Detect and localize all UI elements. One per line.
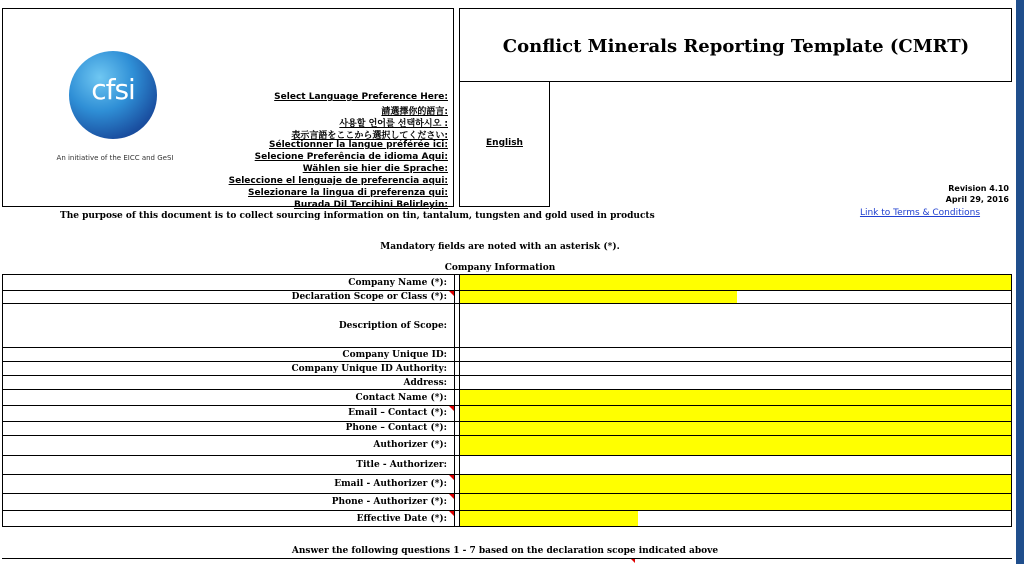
declaration-scope-select[interactable] [460,291,737,303]
cfsi-logo [69,51,157,139]
contact-name-input[interactable] [460,390,1011,405]
revision-date: April 29, 2016 [945,195,1009,204]
unique-id-authority-label: Company Unique ID Authority: [291,364,447,374]
email-contact-input[interactable] [460,406,1011,421]
unique-id-label: Company Unique ID: [342,350,447,360]
language-option-korean[interactable]: 사용할 언어를 선택하시오 : [339,119,448,129]
email-authorizer-input[interactable] [460,475,1011,493]
logo-text: cfsi [91,73,135,106]
purpose-text: The purpose of this document is to collect sourcing information on tin, tantalum, tungsten and gold used in products [60,211,655,221]
title-authorizer-label: Title - Authorizer: [356,460,447,470]
logo-tagline: An initiative of the EICC and GeSI [56,154,174,162]
address-input[interactable] [460,376,1011,389]
language-option-japanese[interactable]: 表示言語をここから選択してください: [291,131,448,141]
mandatory-note: Mandatory fields are noted with an asterisk (*). [380,242,620,252]
effective-date-input[interactable] [460,511,638,526]
description-scope-input[interactable] [460,304,1011,347]
effective-date-label: Effective Date (*): [356,514,447,524]
language-option-italian[interactable]: Selezionare la lingua di preferenza qui: [248,188,448,198]
company-info-heading: Company Information [444,263,556,273]
phone-contact-label: Phone – Contact (*): [345,423,447,433]
language-option-portuguese[interactable]: Selecione Preferência de idioma Aqui: [254,152,448,162]
questions-instruction: Answer the following questions 1 - 7 based on the declaration scope indicated above [291,546,719,556]
company-name-input[interactable] [460,275,1011,290]
language-list [228,92,448,210]
phone-contact-input[interactable] [460,422,1011,435]
contact-name-label: Contact Name (*): [355,393,447,403]
address-label: Address: [403,378,447,388]
unique-id-authority-input[interactable] [460,362,1011,375]
declaration-scope-label: Declaration Scope or Class (*): [291,292,447,302]
unique-id-input[interactable] [460,348,1011,361]
language-prompt[interactable]: Select Language Preference Here: [274,92,448,102]
language-option-turkish[interactable]: Burada Dil Tercihini Belirleyin: [294,200,448,210]
selected-language[interactable]: English [486,138,523,148]
comment-marker[interactable] [449,291,454,296]
description-scope-label: Description of Scope: [338,321,447,331]
page-title: Conflict Minerals Reporting Template (CMRT) [502,36,970,57]
language-option-german[interactable]: Wählen sie hier die Sprache: [302,164,448,174]
language-option-chinese[interactable]: 請選擇你的語言: [381,107,448,117]
authorizer-label: Authorizer (*): [373,440,447,450]
phone-authorizer-label: Phone - Authorizer (*): [331,497,447,507]
terms-link[interactable]: Link to Terms & Conditions [859,208,981,218]
email-authorizer-label: Email - Authorizer (*): [334,479,447,489]
language-option-french[interactable]: Sélectionner la langue préférée ici: [268,140,448,150]
revision-label: Revision 4.10 [948,184,1009,193]
comment-marker[interactable] [449,511,454,516]
email-contact-label: Email – Contact (*): [348,408,447,418]
comment-marker[interactable] [449,494,454,499]
phone-authorizer-input[interactable] [460,494,1011,510]
authorizer-input[interactable] [460,436,1011,455]
comment-marker[interactable] [449,406,454,411]
window-edge [1016,0,1024,564]
language-option-spanish[interactable]: Seleccione el lenguaje de preferencia aqui: [228,176,448,186]
title-authorizer-input[interactable] [460,456,1011,474]
company-name-label: Company Name (*): [348,278,447,288]
comment-marker[interactable] [449,475,454,480]
